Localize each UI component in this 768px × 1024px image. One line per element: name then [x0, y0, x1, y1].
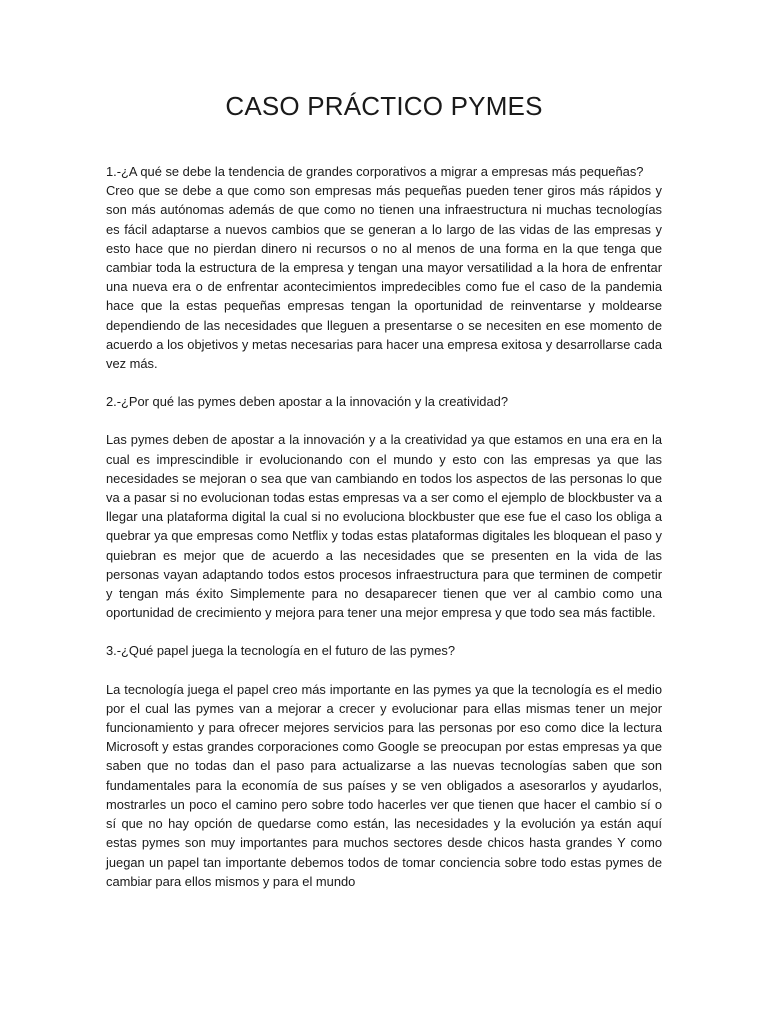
document-title: CASO PRÁCTICO PYMES [225, 91, 543, 121]
answer-1: Creo que se debe a que como son empresas más pequeñas pueden tener giros más rápidos y son más autónomas además de que como no tienen una infraestructura ni muchas tecnologías es fácil adaptarse a nuevos cambios que se generan a lo largo de las vidas de las empresas y esto hace que no pierdan dinero ni recursos o no al menos de una forma en la que tenga que cambiar toda la estructura de la empresa y tengan una mayor versatilidad a la hora de enfrentar una nueva era o de enfrentar acontecimientos impredecibles como fue el caso de la pandemia hace que la estas pequeñas empresas tengan la oportunidad de reinventarse y moldearse dependiendo de las necesidades que lleguen a presentarse o se necesiten en ese momento de acuerdo a los objetivos y metas necesarias para hacer una empresa exitosa y desarrollarse cada vez más. [106, 183, 662, 372]
answer-3: La tecnología juega el papel creo más importante en las pymes ya que la tecnología es el medio por el cual las pymes van a mejorar a crecer y evolucionar para ellas mismas tener un mejor funcionamiento y para ofrecer mejores servicios para las personas por eso como dice la lectura Microsoft y estas grandes corporaciones como Google se preocupan por estas empresas ya que saben que no todas dan el paso para actualizarse a las nuevas tecnologías saben que son fundamentales para la economía de sus países y se ven obligados a asesorarlos y ayudarlos, mostrarles un poco el camino pero sobre todo hacerles ver que tienen que hacer el cambio sí o sí que no hay opción de quedarse como están, las necesidades y la evolución ya están aquí estas pymes son muy importantes para muchos sectores desde chicos hasta grandes Y como juegan un papel tan importante debemos todos de tomar conciencia sobre todo estas pymes de cambiar para ellos mismos y para el mundo [106, 681, 662, 889]
question-2: 2.-¿Por qué las pymes deben apostar a la innovación y la creatividad? [106, 394, 508, 410]
paragraph-spacer [106, 373, 662, 392]
paragraph-spacer [106, 622, 662, 641]
document-body [106, 162, 662, 891]
question-3: 3.-¿Qué papel juega la tecnología en el futuro de las pymes? [106, 643, 455, 659]
answer-2: Las pymes deben de apostar a la innovación y a la creatividad ya que estamos en una era en la cual es imprescindible ir evolucionando con el mundo y esto con las empresas ya que las necesidades se mejoran o sea que van cambiando en todos los aspectos de las personas lo que va a pasar si no evolucionan todas estas empresas va a ser como el ejemplo de blockbuster va a llegar una plataforma digital la cual si no evoluciona blockbuster que ese fue el caso los obliga a quebrar ya que empresas como Netflix y todas estas plataformas digitales les bloquean el paso y quiebran es mejor que de acuerdo a las necesidades que se presenten en la vida de las personas vayan adaptando todos estos procesos infraestructura para que terminen de competir y tengan más éxito Simplemente para no desaparecer tienen que ver al cambio como una oportunidad de crecimiento y mejora para tener una mejor empresa y que todo sea más factible. [106, 432, 662, 621]
question-1: 1.-¿A qué se debe la tendencia de grandes corporativos a migrar a empresas más pequeñas? [106, 164, 644, 179]
paragraph-spacer [106, 661, 662, 680]
paragraph-spacer [106, 411, 662, 430]
